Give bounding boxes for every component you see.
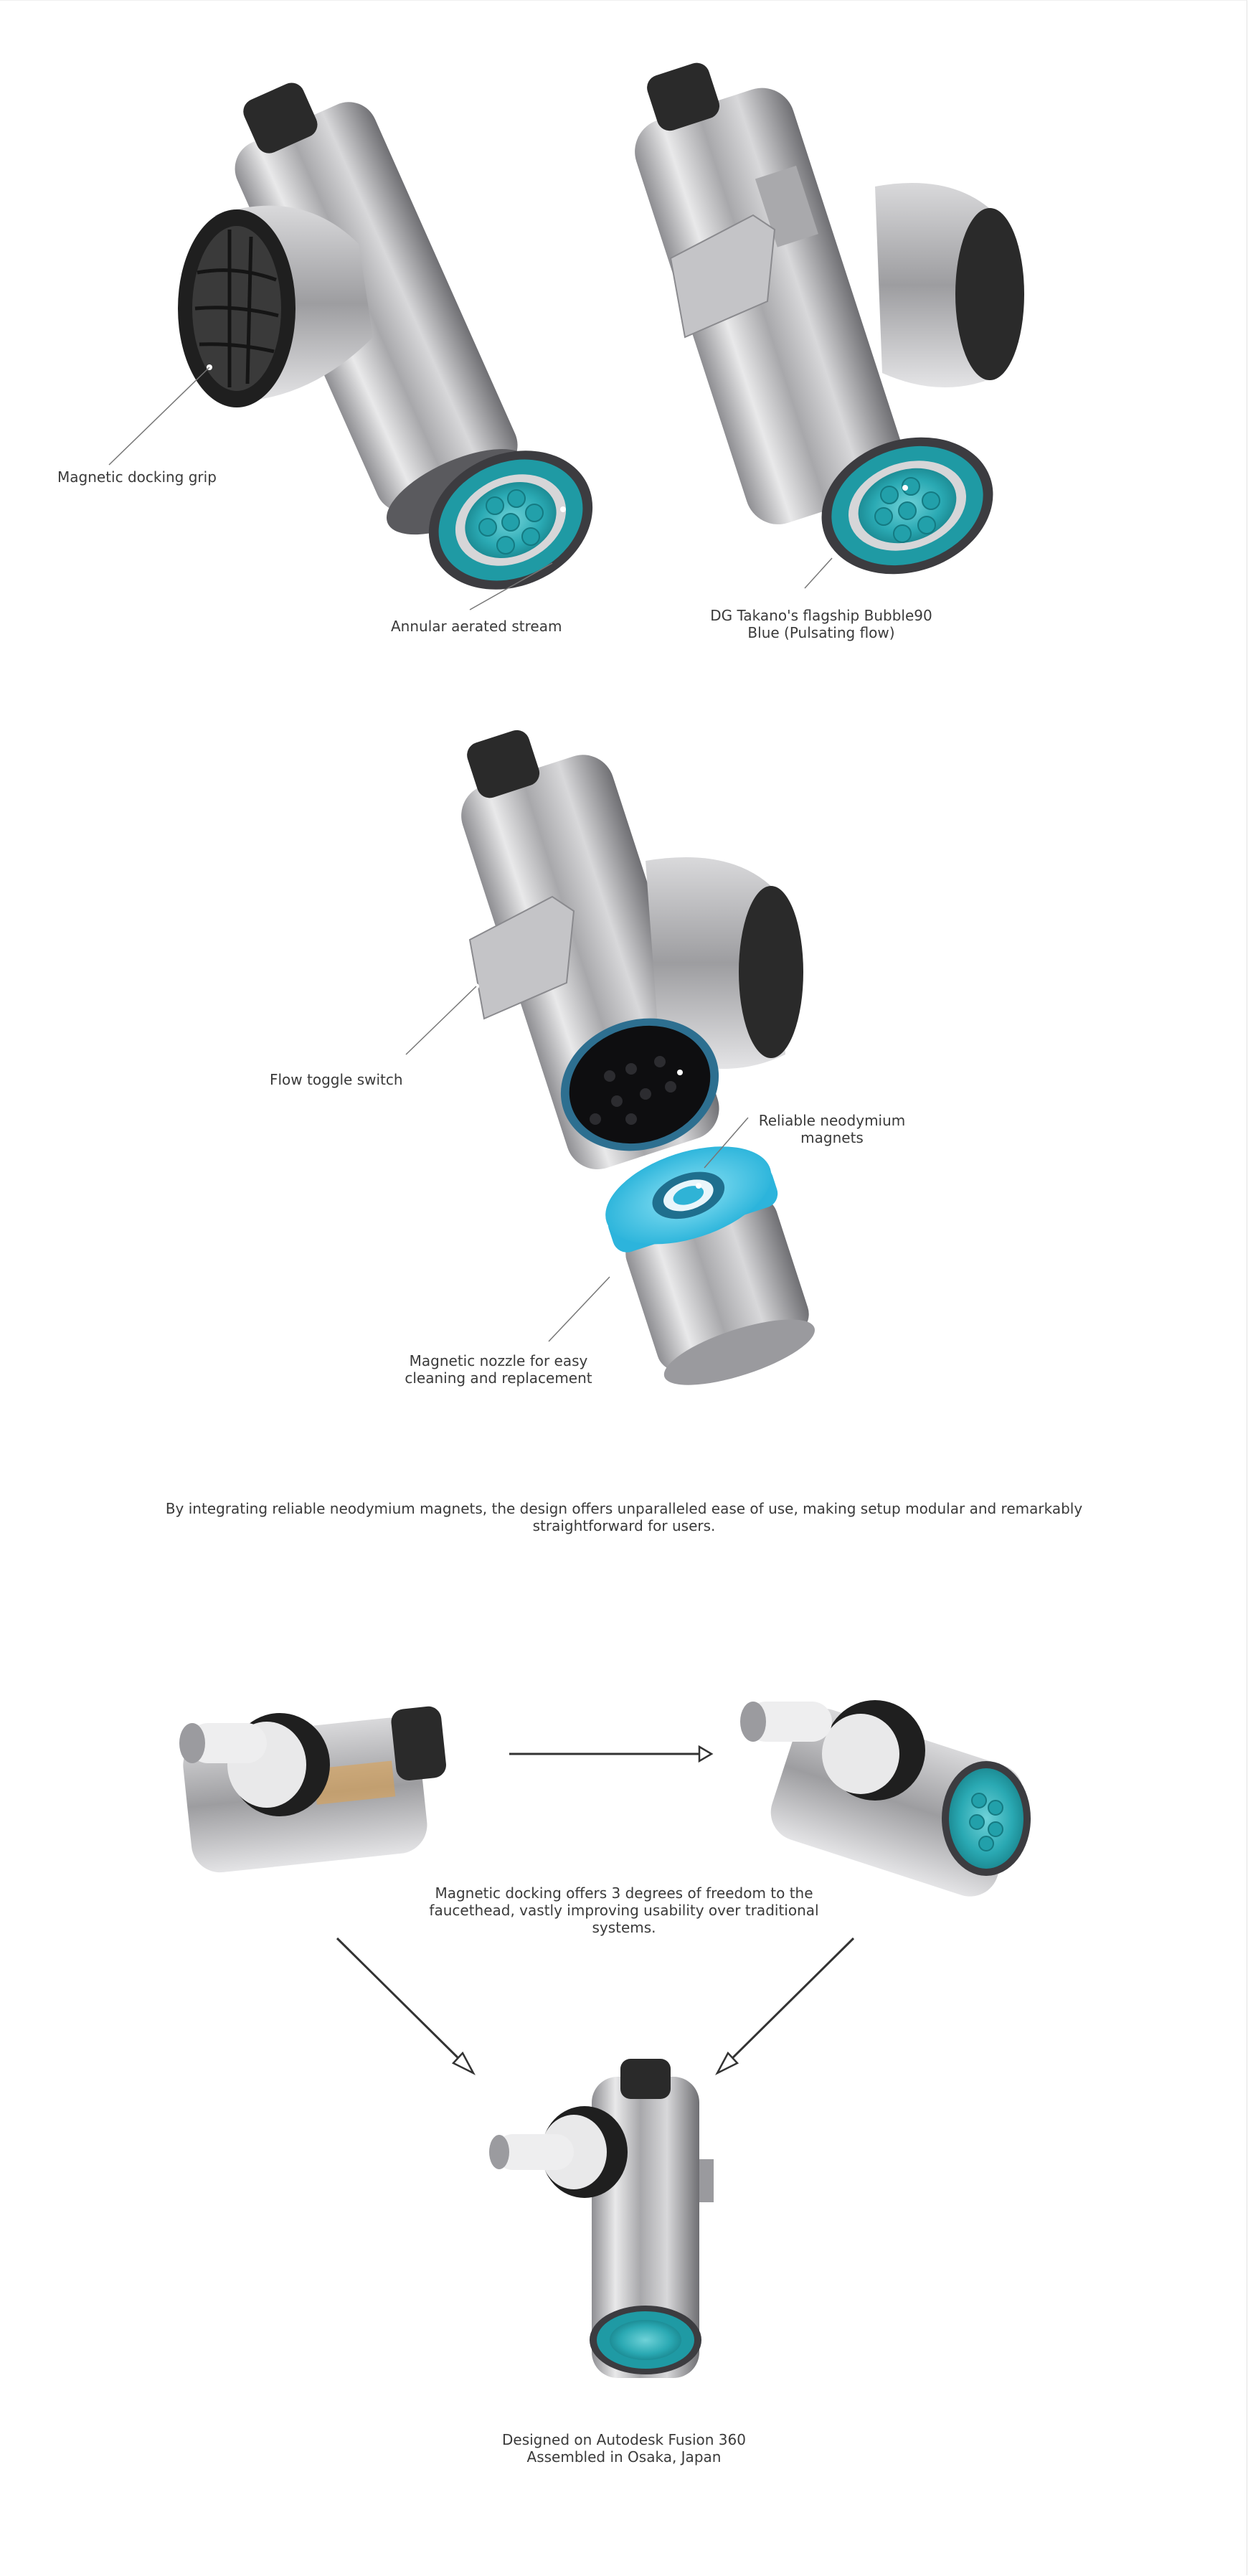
docking-paragraph [416, 1884, 832, 1936]
label-flow-toggle-switch: Flow toggle switch [270, 1071, 403, 1088]
label-flagship-model [710, 607, 932, 641]
faucet-front-view [109, 56, 615, 615]
docking-line2: faucethead, vastly improving usability over traditional [429, 1902, 819, 1919]
arrow-down-right-icon [337, 1938, 473, 2073]
faucet-docking-position-c [489, 2059, 714, 2378]
label-magnets-line1: Reliable neodymium [758, 1112, 906, 1129]
faucet-rear-view [613, 39, 1024, 596]
docking-line3: systems. [592, 1919, 656, 1936]
integration-paragraph [158, 1500, 1090, 1534]
label-nozzle-line1: Magnetic nozzle for easy [409, 1352, 588, 1369]
faucet-docking-position-b [740, 1700, 1031, 1904]
faucet-exploded-view [406, 706, 828, 1401]
label-flagship-line1: DG Takano's flagship Bubble90 [710, 607, 932, 624]
label-annular-aerated-stream: Annular aerated stream [391, 618, 562, 635]
arrow-down-left-icon [717, 1938, 854, 2073]
docking-line1: Magnetic docking offers 3 degrees of freedom to the [435, 1884, 813, 1902]
label-magnetic-docking-grip: Magnetic docking grip [57, 468, 217, 486]
label-magnets-line2: magnets [800, 1129, 864, 1146]
label-nozzle-line2: cleaning and replacement [405, 1369, 592, 1387]
footer-credits [445, 2431, 803, 2466]
faucet-docking-position-a [179, 1705, 455, 1875]
integration-line1: By integrating reliable neodymium magnets, the design offers unparalleled ease of use, making setup modular and remarkably [165, 1500, 1083, 1517]
footer-line1: Designed on Autodesk Fusion 360 [502, 2431, 746, 2448]
integration-line2: straightforward for users. [532, 1517, 716, 1534]
footer-line2: Assembled in Osaka, Japan [526, 2448, 722, 2466]
arrow-right-icon [509, 1747, 712, 1761]
label-flagship-line2: Blue (Pulsating flow) [747, 624, 895, 641]
label-neodymium-magnets [746, 1112, 918, 1146]
label-magnetic-nozzle [394, 1352, 602, 1387]
